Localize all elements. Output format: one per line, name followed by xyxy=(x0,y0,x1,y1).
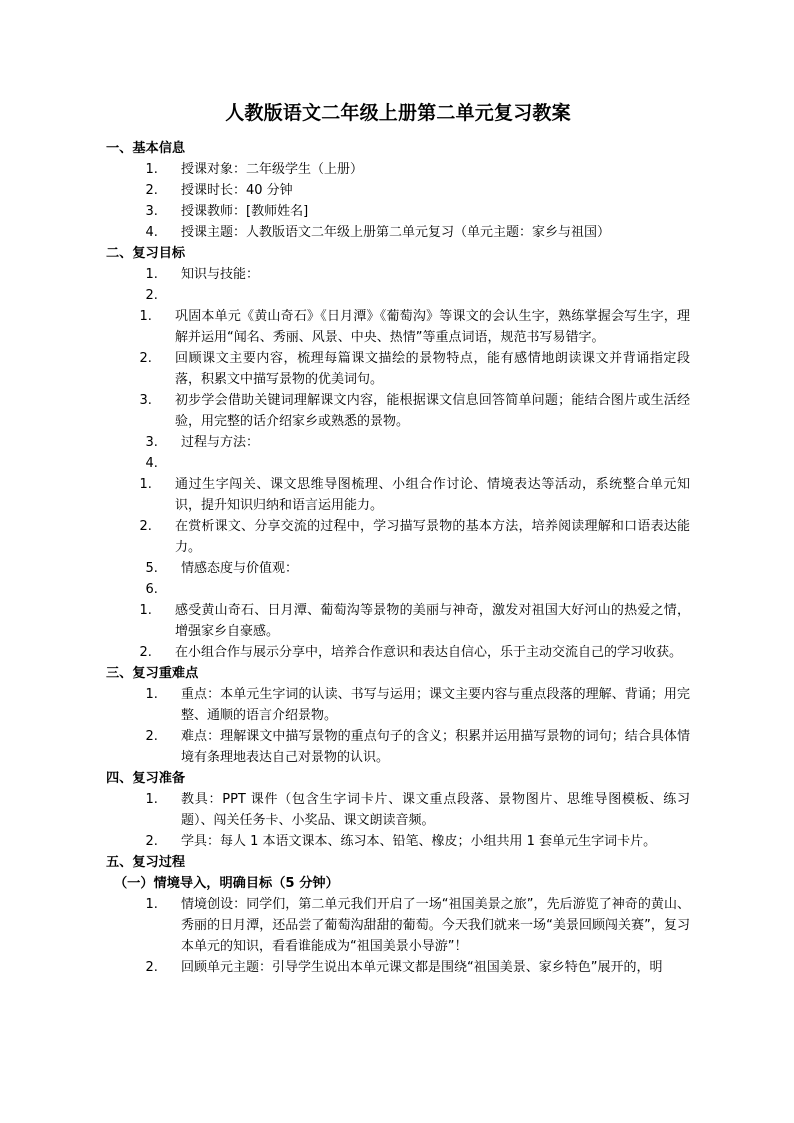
list-item: 2. 在赏析课文、分享交流的过程中，学习描写景物的基本方法，培养阅读理解和口语表达能力。 xyxy=(156,516,690,558)
list-item: 2. 回顾单元主题：引导学生说出本单元课文都是围绕“祖国美景、家乡特色”展开的，明 xyxy=(162,957,690,978)
list-item: 2. 学具：每人 1 本语文课本、练习本、铅笔、橡皮；小组共用 1 套单元生字词卡片。 xyxy=(162,831,690,852)
section-heading-review-process: 五、复习过程 xyxy=(106,855,186,870)
list-item: 2. 回顾课文主要内容，梳理每篇课文描绘的景物特点，能有感情地朗读课文并背诵指定段落，积累文中描写景物的优美词句。 xyxy=(156,348,690,390)
section-heading-preparation: 四、复习准备 xyxy=(106,771,186,786)
list-item: 1. 情境创设：同学们，第二单元我们开启了一场“祖国美景之旅”，先后游览了神奇的黄山、秀丽的日月潭，还品尝了葡萄沟甜甜的葡萄。今天我们就来一场“美景回顾闯关赛”，复习本单元的知识，看看谁能成为“祖国美景小导游”！ xyxy=(162,894,690,957)
list-item-spacer xyxy=(162,285,690,306)
review-objectives-list-continued-b xyxy=(106,558,690,600)
list-item-group-label: 5. 情感态度与价值观： xyxy=(162,558,690,579)
section-heading-key-difficulties: 三、复习重难点 xyxy=(106,666,199,681)
knowledge-skills-sublist xyxy=(106,306,690,432)
list-item-group-label: 1. 知识与技能： xyxy=(162,264,690,285)
list-item: 2. 在小组合作与展示分享中，培养合作意识和表达自信心，乐于主动交流自己的学习收获。 xyxy=(156,642,690,663)
section-heading-basic-info: 一、基本信息 xyxy=(106,141,186,156)
list-item: 1. 巩固本单元《黄山奇石》《日月潭》《葡萄沟》等课文的会认生字，熟练掌握会写生字，理解并运用“闻名、秀丽、风景、中央、热情”等重点词语，规范书写易错字。 xyxy=(156,306,690,348)
subsection-heading-situational-intro: （一）情境导入，明确目标（5 分钟） xyxy=(114,876,339,891)
attitude-values-sublist xyxy=(106,600,690,663)
list-item-spacer xyxy=(162,579,690,600)
list-item: 3. 初步学会借助关键词理解课文内容，能根据课文信息回答简单问题；能结合图片或生活经验，用完整的话介绍家乡或熟悉的景物。 xyxy=(156,390,690,432)
list-item: 2. 难点：理解课文中描写景物的重点句子的含义；积累并运用描写景物的词句；结合具体情境有条理地表达自己对景物的认识。 xyxy=(162,726,690,768)
basic-info-list xyxy=(106,159,690,243)
preparation-list xyxy=(106,789,690,852)
list-item-group-label: 3. 过程与方法： xyxy=(162,432,690,453)
list-item: 2. 授课时长：40 分钟 xyxy=(162,180,690,201)
list-item: 3. 授课教师：[教师姓名] xyxy=(162,201,690,222)
key-difficulties-list xyxy=(106,684,690,768)
process-methods-sublist xyxy=(106,474,690,558)
list-item: 1. 授课对象：二年级学生（上册） xyxy=(162,159,690,180)
review-objectives-list-continued-a xyxy=(106,432,690,474)
list-item: 1. 感受黄山奇石、日月潭、葡萄沟等景物的美丽与神奇，激发对祖国大好河山的热爱之情，增强家乡自豪感。 xyxy=(156,600,690,642)
list-item: 4. 授课主题：人教版语文二年级上册第二单元复习（单元主题：家乡与祖国） xyxy=(162,222,690,243)
list-item: 1. 教具：PPT 课件（包含生字词卡片、课文重点段落、景物图片、思维导图模板、练习题）、闯关任务卡、小奖品、课文朗读音频。 xyxy=(162,789,690,831)
page-title: 人教版语文二年级上册第二单元复习教案 xyxy=(225,102,571,124)
list-item: 1. 重点：本单元生字词的认读、书写与运用；课文主要内容与重点段落的理解、背诵；用完整、通顺的语言介绍景物。 xyxy=(162,684,690,726)
list-item-spacer xyxy=(162,453,690,474)
list-item: 1. 通过生字闯关、课文思维导图梳理、小组合作讨论、情境表达等活动，系统整合单元知识，提升知识归纳和语言运用能力。 xyxy=(156,474,690,516)
section-heading-review-objectives: 二、复习目标 xyxy=(106,246,186,261)
review-process-list xyxy=(106,894,690,978)
review-objectives-list xyxy=(106,264,690,306)
